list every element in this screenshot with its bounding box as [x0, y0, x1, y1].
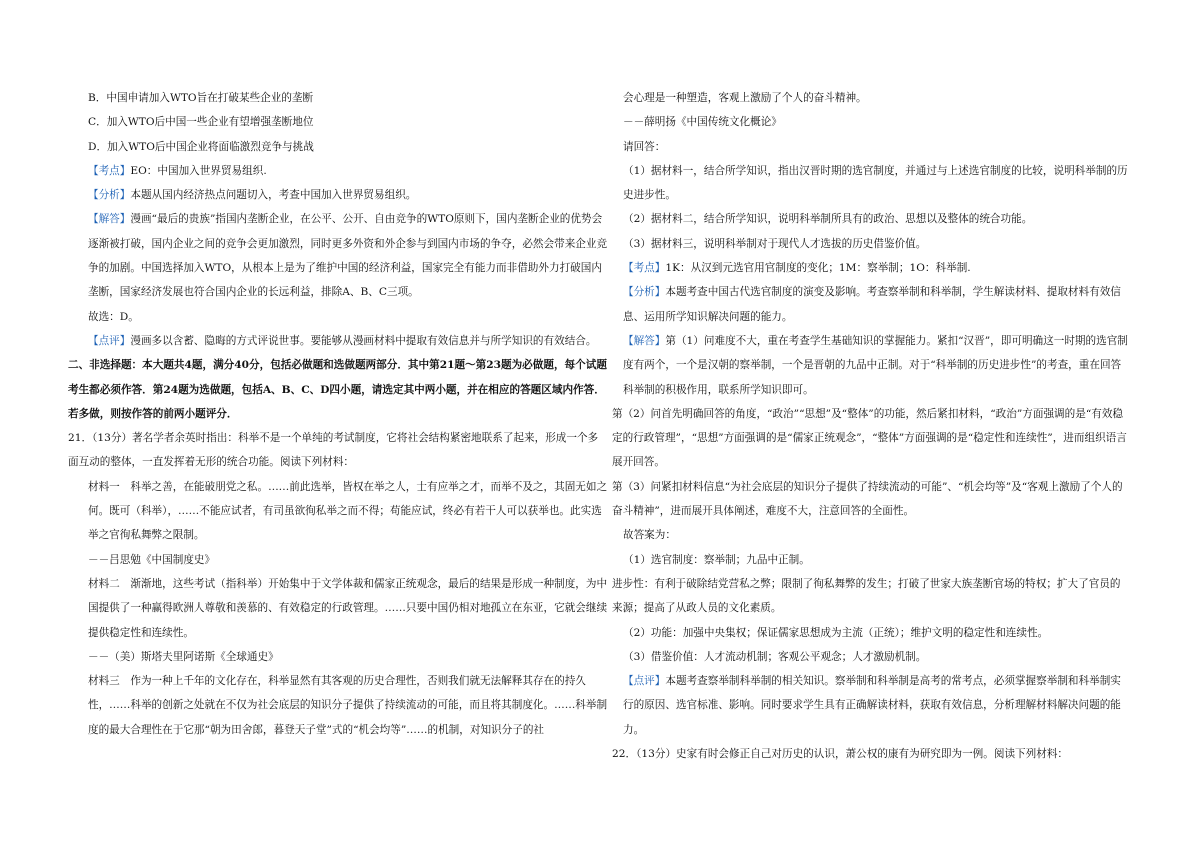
right-paragraph [623, 256, 1130, 280]
left-paragraph [88, 669, 608, 742]
paragraph-text: 本题考查中国古代选官制度的演变及影响。考查察举制和科举制，学生解读材料、提取材料有效信息、运用所学知识解决问题的能力。 [623, 286, 1121, 323]
paragraph-text: －－吕思勉《中国制度史》 [88, 553, 216, 566]
left-paragraph [88, 159, 608, 183]
paragraph-text: 请回答： [623, 140, 666, 153]
left-paragraph [88, 207, 608, 304]
paragraph-text: 本题从国内经济热点问题切入，考查中国加入世界贸易组织。 [130, 189, 417, 202]
right-paragraph [623, 329, 1130, 402]
paragraph-text: 故答案为： [623, 529, 676, 542]
paragraph-text: －－薛明扬《中国传统文化概论》 [623, 116, 782, 129]
section-tag: 【点评】 [623, 675, 666, 688]
paragraph-text: 材料三 作为一种上千年的文化存在，科举显然有其客观的历史合理性，否则我们就无法解释其存在的持久性，……科举的创新之处就在不仅为社会底层的知识分子提供了持续流动的可能，而且将其制度化。……科举制度的最大合理性在于它那“朝为田舍郎，暮登天子堂”式的“机会均等”……的机制，对知识分子的社 [88, 675, 608, 736]
left-paragraph [88, 645, 608, 669]
section-tag: 【分析】 [88, 189, 131, 202]
right-paragraph [623, 280, 1130, 329]
left-paragraph [68, 353, 608, 426]
left-paragraph [88, 135, 608, 159]
paragraph-text: （1）据材料一，结合所学知识，指出汉晋时期的选官制度，并通过与上述选官制度的比较，说明科举制的历史进步性。 [623, 164, 1128, 202]
right-paragraph [623, 232, 1130, 256]
paragraph-text: 进步性：有利于破除结党营私之弊；限制了徇私舞弊的发生；打破了世家大族垄断官场的特权；扩大了官员的来源；提高了从政人员的文化素质。 [612, 577, 1121, 615]
right-column [612, 86, 1130, 766]
left-paragraph [88, 305, 608, 329]
paragraph-text: （3）据材料三，说明科举制对于现代人才选拔的历史借鉴价值。 [623, 237, 927, 250]
paragraph-text: 会心理是一种塑造，客观上激励了个人的奋斗精神。 [623, 92, 867, 104]
right-paragraph [623, 621, 1130, 645]
paragraph-text: 二、非选择题：本大题共4题，满分40分，包括必做题和选做题两部分．其中第21题～第23题为必做题，每个试题考生都必须作答．第24题为选做题，包括A、B、C、D四小题，请选定其中两小题，并在相应的答题区域内作答．若多做，则按作答的前两小题评分． [68, 359, 607, 420]
left-paragraph [88, 183, 608, 207]
section-tag: 【解答】 [88, 213, 131, 226]
left-paragraph [88, 329, 608, 353]
section-tag: 【点评】 [88, 334, 131, 347]
left-paragraph [88, 475, 608, 548]
paragraph-text: 本题考查察举制科举制的相关知识。察举制和科举制是高考的常考点，必须掌握察举制和科举制实行的原因、选官标准、影响。同时要求学生具有正确解读材料，获取有效信息，分析理解材料解决问题的能力。 [623, 675, 1121, 736]
section-tag: 【考点】 [623, 262, 666, 275]
section-tag: 【分析】 [623, 286, 666, 299]
right-paragraph [623, 548, 1130, 572]
left-paragraph [88, 110, 608, 134]
left-paragraph [88, 572, 608, 645]
paragraph-text: 第（2）问首先明确回答的角度，“政治”“思想”及“整体”的功能，然后紧扣材料，“政治”方面强调的是“有效稳定的行政管理”，“思想”方面强调的是“儒家正统观念”，“整体”方面强调的是“稳定性和连续性”，进而组织语言展开回答。 [612, 407, 1127, 469]
right-paragraph [623, 523, 1130, 547]
right-paragraph [623, 110, 1130, 134]
right-paragraph [612, 475, 1130, 524]
paragraph-text: （2）据材料二，结合所学知识，说明科举制所具有的政治、思想以及整体的统合功能。 [623, 213, 1033, 226]
paragraph-text: C．加入WTO后中国一些企业有望增强垄断地位 [88, 116, 314, 129]
section-tag: 【考点】 [88, 164, 131, 177]
paragraph-text: D．加入WTO后中国企业将面临激烈竞争与挑战 [88, 140, 314, 153]
right-paragraph [612, 402, 1130, 475]
right-paragraph [623, 135, 1130, 159]
right-paragraph [623, 159, 1130, 208]
left-column [68, 86, 608, 742]
paragraph-text: 1K：从汉到元选官用官制度的变化；1M：察举制；1O：科举制. [665, 262, 971, 275]
left-paragraph [68, 426, 608, 475]
right-paragraph [612, 572, 1130, 621]
paragraph-text: B．中国申请加入WTO旨在打破某些企业的垄断 [88, 92, 314, 104]
paragraph-text: EO：中国加入世界贸易组织. [130, 164, 267, 177]
paragraph-text: 第（3）问紧扣材料信息“为社会底层的知识分子提供了持续流动的可能”、“机会均等”及“客观上激励了个人的奋斗精神”，进而展开具体阐述，难度不大，注意回答的全面性。 [612, 480, 1123, 518]
right-paragraph [623, 86, 1130, 110]
paragraph-text: 22．（13分）史家有时会修正自己对历史的认识，萧公权的康有为研究即为一例。阅读下列材料： [612, 748, 1069, 761]
paragraph-text: 材料二 渐渐地，这些考试（指科举）开始集中于文学体裁和儒家正统观念，最后的结果是形成一种制度，为中国提供了一种赢得欧洲人尊敬和羡慕的、有效稳定的行政管理。……只要中国仍相对地孤立在东亚，它就会继续提供稳定性和连续性。 [88, 577, 608, 639]
paragraph-text: 第（1）问难度不大，重在考查学生基础知识的掌握能力。紧扣“汉晋”，即可明确这一时期的选官制度有两个，一个是汉朝的察举制，一个是晋朝的九品中正制。对于“科举制的历史进步性”的考查，重在回答科举制的积极作用，联系所学知识即可。 [623, 334, 1128, 396]
left-paragraph [88, 548, 608, 572]
paragraph-text: 漫画多以含蓄、隐晦的方式评说世事。要能够从漫画材料中提取有效信息并与所学知识的有效结合。 [130, 334, 597, 347]
paragraph-text: （2）功能：加强中央集权；保证儒家思想成为主流（正统）；维护文明的稳定性和连续性。 [623, 626, 1049, 639]
paragraph-text: 故选：D。 [88, 310, 139, 323]
paragraph-text: （3）借鉴价值：人才流动机制；客观公平观念；人才激励机制。 [623, 650, 927, 663]
right-paragraph [623, 669, 1130, 742]
section-tag: 【解答】 [623, 334, 666, 347]
right-paragraph [612, 742, 1130, 766]
left-paragraph [88, 86, 608, 110]
paragraph-text: 漫画“最后的贵族”指国内垄断企业，在公平、公开、自由竞争的WTO原则下，国内垄断企业的优势会逐渐被打破，国内企业之间的竞争会更加激烈，同时更多外资和外企参与到国内市场的争夺，必然会带来企业竞争的加剧。中国选择加入WTO，从根本上是为了维护中国的经济利益，国家完全有能力而非借助外力打破国内垄断，国家经济发展也符合国内企业的长远利益，排除A、B、C三项。 [88, 213, 608, 299]
paragraph-text: －－（美）斯塔夫里阿诺斯《全球通史》 [88, 650, 279, 663]
paragraph-text: 21．（13分）著名学者余英时指出：科举不是一个单纯的考试制度，它将社会结构紧密地联系了起来，形成一个多面互动的整体，一直发挥着无形的统合功能。阅读下列材料： [68, 432, 599, 469]
right-paragraph [623, 645, 1130, 669]
right-paragraph [623, 207, 1130, 231]
paragraph-text: （1）选官制度：察举制；九品中正制。 [623, 553, 810, 566]
paragraph-text: 材料一 科举之善，在能破朋党之私。……前此选举，皆权在举之人，士有应举之才，而举不及之，其固无如之何。既可（科举），……不能应试者，有司虽欲徇私举之而不得；苟能应试，终必有若干人可以获举也。此实选举之官徇私舞弊之限制。 [88, 480, 608, 542]
